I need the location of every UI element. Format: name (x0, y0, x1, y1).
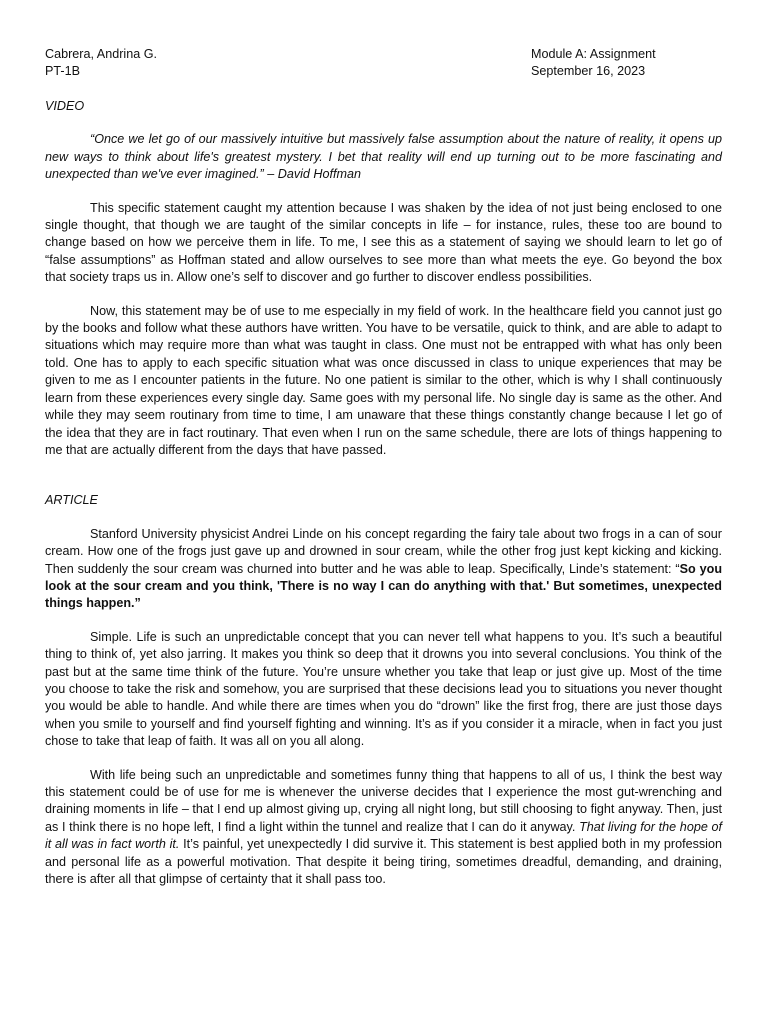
document-date: September 16, 2023 (531, 64, 646, 79)
article-paragraph-1-bold-quote: So you look at the sour cream and you think, 'There is no way I can do anything with that.' But sometimes, unexpected things happen.” (45, 561, 723, 611)
article-paragraph-3-italic: That living for the hope of it all was in fact worth it. (45, 819, 722, 852)
document-page (45, 46, 722, 888)
article-paragraph-3-text-1: With life being such an unpredictable and sometimes funny thing that happens to all of us, I think the best way this statement could be of use for me is whenever the universe decides that I experience the most gut-wrenching and draining moments in life – that I end up almost giving up, crying all night long, but still choosing to fight anyway. Then, just as I think there is no hope left, I find a light within the tunnel and realize that I can do it anyway. (45, 767, 722, 834)
article-paragraph-1 (45, 526, 722, 613)
student-section: PT-1B (45, 64, 80, 79)
article-paragraph-3-text-2: It’s painful, yet unexpectedly I did survive it. This statement is best applied both in my profession and personal life as a powerful motivation. That despite it being tiring, sometimes dreadful, demanding, and draining, there is after all that glimpse of certainty that it shall pass too. (45, 837, 722, 887)
header-right (531, 46, 656, 81)
student-name: Cabrera, Andrina G. (45, 47, 158, 61)
video-paragraph-2: Now, this statement may be of use to me especially in my field of work. In the healthcare field you cannot just go by the books and follow what these authors have written. You have to be versatile, quick to think, and are able to adapt to situations which may require more than what was taught in class. One must not be entrapped with what has only been told. One has to apply to each specific situation what was once discussed in class to unique experiences that may be given to me as I encounter patients in the future. No one patient is similar to the other, which is why I shall continuously learn from these experiences every single day. Same goes with my personal life. No single day is same as the other. And while they may seem routinary from time to time, I am unaware that these things constantly change because I let go of the idea that they are in fact routinary. That even when I run on the same schedule, there are lots of things happening to me that are actually different from the days that have passed. (45, 303, 722, 457)
article-section-label: ARTICLE (45, 493, 98, 508)
article-paragraph-1-text: Stanford University physicist Andrei Linde on his concept regarding the fairy tale about two frogs in a can of sour cream. How one of the frogs just gave up and drowned in sour cream, while the other frog just kept kicking and kicking. Then suddenly the sour cream was churned into butter and he was able to leap. Specifically, Linde’s statement: “ (45, 526, 722, 576)
article-paragraph-2: Simple. Life is such an unpredictable concept that you can never tell what happens to you. It’s such a beautiful thing to think of, yet also jarring. It makes you think so deep that it drowns you into several conclusions. You think of the past but at the same time think of the future. You’re unsure whether you take that leap or just give up. Most of the time you choose to take the risk and somehow, you are surprised that these decisions lead you to situations you never thought you would be able to handle. And while there are times when you do “drown” like the first frog, there are just those days when you smile to yourself and find yourself fighting and winning. It’s as if you consider it a miracle, when in fact you just chose to take that leap of faith. It was all on you all along. (45, 629, 722, 749)
video-section-label: VIDEO (45, 99, 85, 113)
video-quote: “Once we let go of our massively intuitive but massively false assumption about the nature of reality, it opens up new ways to think about life's greatest mystery. I bet that reality will end up turning out to be more fascinating and unexpected than we've ever imagined.” – David Hoffman (45, 132, 722, 182)
article-paragraph-3 (45, 767, 722, 889)
video-paragraph-1: This specific statement caught my attention because I was shaken by the idea of not just being enclosed to one single thought, that though we are taught of the similar concepts in life – for instance, rules, these too are bound to change based on how we perceive them in life. To me, I see this as a statement of saying we should learn to let go of “false assumptions” as Hoffman stated and allow ourselves to see more than what meets the eye. Go beyond the box that society traps us in. Allow one’s self to discover and go further to discover endless possibilities. (45, 200, 722, 285)
module-title: Module A: Assignment (531, 47, 656, 61)
document-header (45, 46, 722, 82)
header-left (45, 46, 157, 81)
